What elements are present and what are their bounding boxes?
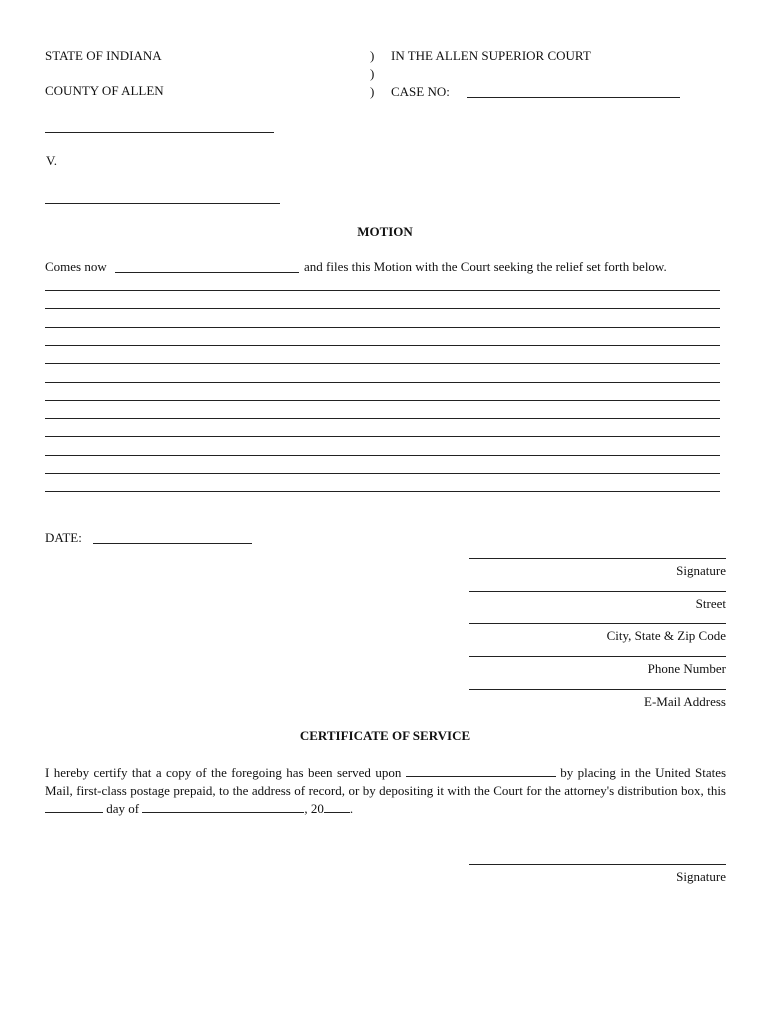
motion-body-line[interactable] [45,290,720,291]
motion-body-line[interactable] [45,382,720,383]
motion-heading: MOTION [357,224,413,239]
caption-paren: ) [370,66,375,81]
certificate-text-3: day of [106,801,140,816]
motion-body-line[interactable] [45,327,720,328]
signature-block-label: E-Mail Address [644,693,726,709]
signature-block-field[interactable] [469,558,726,559]
case-no-field[interactable] [467,97,680,98]
certificate-text-4: , 20 [304,801,324,816]
motion-body-line[interactable] [45,455,720,456]
caption-paren: ) [370,84,375,99]
motion-body-line[interactable] [45,400,720,401]
motion-body-line[interactable] [45,436,720,437]
signature-block-field[interactable] [469,656,726,657]
county-label: COUNTY OF ALLEN [45,83,164,98]
certificate-text-5: . [349,801,354,816]
date-label: DATE: [45,530,82,545]
certificate-heading: CERTIFICATE OF SERVICE [299,728,471,743]
signature-block-field[interactable] [469,623,726,624]
motion-body-line[interactable] [45,363,720,364]
signature-block-label: Street [695,595,726,611]
signature-block-label: Signature [676,563,726,578]
signature-block-label: Phone Number [647,661,726,677]
certificate-text-1: I hereby certify that a copy of the foregoing has been served upon [45,765,402,780]
served-party-field[interactable] [406,764,556,777]
signature-block-field[interactable] [469,591,726,592]
certificate-text [45,764,726,818]
versus-label: V. [46,153,57,168]
day-field[interactable] [45,800,103,813]
signature-block-field[interactable] [469,689,726,690]
date-field[interactable] [93,543,252,544]
motion-body-line[interactable] [45,418,720,419]
motion-body-line[interactable] [45,491,720,492]
year-field[interactable] [324,800,350,813]
caption-paren: ) [370,48,375,63]
certificate-signature-field[interactable] [469,864,726,865]
motion-body-line[interactable] [45,473,720,474]
motion-body-line[interactable] [45,345,720,346]
signature-block-label: City, State & Zip Code [606,628,726,644]
month-field[interactable] [142,800,304,813]
certificate-signature-label: Signature [676,869,726,884]
movant-name-field[interactable] [115,272,299,273]
state-label: STATE OF INDIANA [45,48,162,63]
certificate-text-2: by placing in the United States Mail, first-class postage prepaid, to the address of record, or by depositing it with the Court for the attorney's distribution box, this [45,765,727,798]
defendant-field[interactable] [45,203,280,204]
plaintiff-field[interactable] [45,132,274,133]
motion-intro-start: Comes now [45,259,107,274]
motion-body-line[interactable] [45,308,720,309]
court-name: IN THE ALLEN SUPERIOR COURT [391,48,591,63]
motion-intro-end: and files this Motion with the Court seeking the relief set forth below. [304,259,667,274]
case-no-label: CASE NO: [391,84,450,99]
